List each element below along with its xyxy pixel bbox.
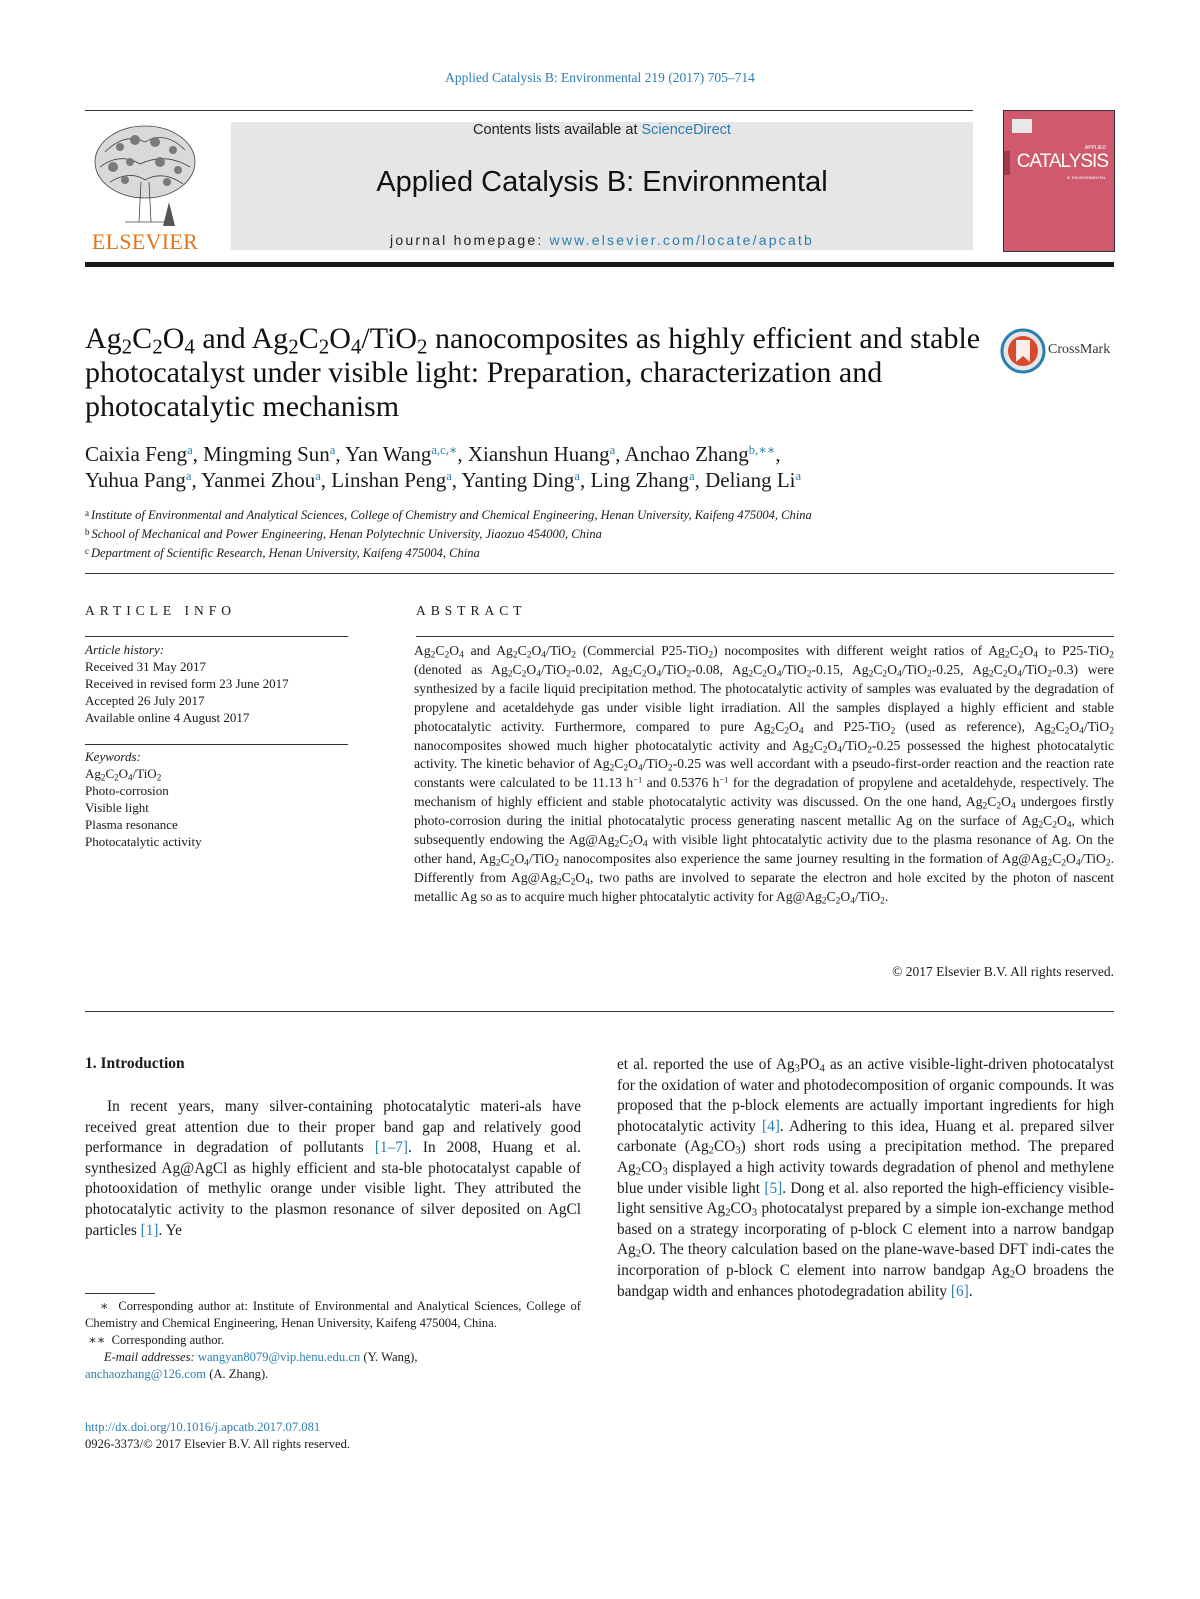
history-label: Article history: xyxy=(85,642,165,657)
article-info-heading: ARTICLE INFO xyxy=(85,603,237,618)
section-rule xyxy=(85,573,1114,574)
author[interactable]: Linshan Peng xyxy=(331,468,447,492)
affiliation: $^a$ Institute of Environmental and Analytical Sciences, College of Chemistry and Chemical Engineering, Henan University, Kaifeng 475004, China xyxy=(85,508,812,522)
affiliations xyxy=(85,505,1114,562)
footnotes xyxy=(85,1298,581,1383)
author[interactable]: Mingming Sun xyxy=(203,442,330,466)
citation-link[interactable]: [6] xyxy=(950,1282,969,1300)
crossmark-icon xyxy=(1000,328,1046,374)
author[interactable]: Yan Wang xyxy=(345,442,432,466)
author-affil-marker[interactable]: a xyxy=(795,469,802,484)
article-title: $Ag_2C_2O_4$ and $Ag_2C_2O_4/TiO_2$ nanocomposites as highly efficient and stable photocatalyst under visible light: Preparation, characterization and photocatalytic mechanism xyxy=(85,322,981,423)
paragraph: et al. reported the use of $Ag_3PO_4$ as an active visible-light-driven photocatalyst for the oxidation of water and photodecomposition of organic compounds. It was proposed that the p-block elements are actually important ingredients for high photocatalytic activity [4]. Adhering to this idea, Huang et al. prepared silver carbonate $(Ag_2CO_3)$ short rods using a precipitation method. The prepared $Ag_2CO_3$ displayed a high activity towards degradation of phenol and methylene blue under visible light [5]. Dong et al. also reported the high-efficiency visible-light sensitive $Ag_2CO_3$ photocatalyst prepared by a simple ion-exchange method based on a strategy incorporating of p-block C element into a narrow bandgap $Ag_2O$. The theory calculation based on the plane-wave-based DFT indi-cates the incorporation of p-block C element into narrow bandgap $Ag_2O$ broadens the bandgap width and enhances photodegradation ability [6]. xyxy=(617,1056,1115,1300)
cover-catalysis: CATALYSIS xyxy=(1016,151,1108,172)
author-affil-marker[interactable]: a xyxy=(574,469,580,484)
sciencedirect-link[interactable]: ScienceDirect xyxy=(641,122,731,138)
citation-link[interactable]: [1–7] xyxy=(374,1139,408,1157)
keywords xyxy=(85,748,348,850)
introduction-heading: 1. Introduction xyxy=(85,1055,185,1072)
author[interactable]: Deliang Li xyxy=(705,468,796,492)
author[interactable]: Yuhua Pang xyxy=(85,468,186,492)
author[interactable]: Caixia Feng xyxy=(85,442,188,466)
issn-copyright: 0926-3373/© 2017 Elsevier B.V. All rights reserved. xyxy=(85,1437,351,1451)
author[interactable]: Anchao Zhang xyxy=(624,442,749,466)
citation-link[interactable]: [4] xyxy=(761,1117,780,1135)
affiliation: $^c$ Department of Scientific Research, Henan University, Kaifeng 475004, China xyxy=(85,546,480,560)
footnote-emails: E-mail addresses: wangyan8079@vip.henu.edu.cn (Y. Wang), anchaozhang@126.com (A. Zhang). xyxy=(85,1350,418,1381)
header-thick-rule xyxy=(85,262,1114,267)
article-history xyxy=(85,641,348,726)
cover-subtitle: B: ENVIRONMENTAL xyxy=(1066,175,1106,180)
author-affil-marker[interactable]: a,c,∗ xyxy=(431,443,458,458)
author-list xyxy=(85,441,1114,493)
author-affil-marker[interactable]: a xyxy=(446,469,452,484)
footnote-rule xyxy=(85,1293,155,1294)
email-link[interactable]: anchaozhang@126.com xyxy=(85,1367,207,1381)
citation-link[interactable]: [1] xyxy=(140,1221,159,1239)
author-affil-marker[interactable]: a xyxy=(185,469,192,484)
doi-link[interactable]: http://dx.doi.org/10.1016/j.apcatb.2017.07.081 xyxy=(85,1420,321,1434)
elsevier-wordmark[interactable]: ELSEVIER xyxy=(91,229,199,254)
abstract-rule xyxy=(416,636,1114,637)
section-rule xyxy=(85,1011,1114,1012)
history-item: Available online 4 August 2017 xyxy=(85,710,250,725)
journal-homepage-line: journal homepage: www.elsevier.com/locate/apcatb xyxy=(390,232,814,248)
author-affil-marker[interactable]: a xyxy=(689,469,695,484)
cover-logo-icon xyxy=(1012,119,1032,133)
crossmark-badge[interactable] xyxy=(1000,328,1118,374)
abstract-copyright: © 2017 Elsevier B.V. All rights reserved. xyxy=(892,964,1114,979)
author[interactable]: Yanting Ding xyxy=(461,468,575,492)
history-item: Received 31 May 2017 xyxy=(85,659,206,674)
author-affil-marker[interactable]: a xyxy=(187,443,193,458)
article-info-rule xyxy=(85,636,348,637)
header-rule xyxy=(85,110,973,111)
author-affil-marker[interactable]: a xyxy=(315,469,321,484)
journal-citation[interactable]: Applied Catalysis B: Environmental 219 (2017) 705–714 xyxy=(445,70,755,85)
abstract-heading: ABSTRACT xyxy=(416,603,527,618)
keywords-rule xyxy=(85,744,348,745)
contents-lists-line: Contents lists available at ScienceDirect xyxy=(473,122,731,138)
author[interactable]: Ling Zhang xyxy=(590,468,689,492)
author-affil-marker[interactable]: b,∗∗ xyxy=(748,443,776,458)
author-affil-marker[interactable]: a xyxy=(609,443,616,458)
keyword: Photocatalytic activity xyxy=(85,834,202,849)
author[interactable]: Yanmei Zhou xyxy=(201,468,316,492)
authors-line-1: Caixia Feng$^a$, Mingming Sun$^a$, Yan Wang$^{a,c,∗}$, Xianshun Huang$^a$, Anchao Zhang$^{b,∗∗}$, xyxy=(85,442,781,466)
introduction-column-left xyxy=(85,1097,581,1241)
journal-name: Applied Catalysis B: Environmental xyxy=(376,166,828,198)
history-item: Received in revised form 23 June 2017 xyxy=(85,676,289,691)
author-affil-marker[interactable]: a xyxy=(329,443,336,458)
keywords-label: Keywords: xyxy=(85,749,141,764)
keyword: Photo-corrosion xyxy=(85,783,169,798)
keyword: Plasma resonance xyxy=(85,817,178,832)
authors-line-2: Yuhua Pang$^a$, Yanmei Zhou$^a$, Linshan Peng$^a$, Yanting Ding$^a$, Ling Zhang$^a$, Deliang Li$^a$ xyxy=(85,468,802,492)
crossmark-label: CrossMark xyxy=(1048,342,1111,357)
journal-cover-thumbnail[interactable] xyxy=(1003,110,1115,252)
keyword: $Ag_2C_2O_4/TiO_2$ xyxy=(85,766,162,783)
affiliation: $^b$ School of Mechanical and Power Engineering, Henan Polytechnic University, Jiaozuo 454000, China xyxy=(85,527,602,541)
citation-link[interactable]: [5] xyxy=(764,1179,783,1197)
paragraph: In recent years, many silver-containing photocatalytic materi-als have received great attention due to their proper band gap and relatively good performance in degradation of pollutants [1–7]. In 2008, Huang et al. synthesized Ag@AgCl as highly efficient and sta-ble photocatalyst capable of photooxidation of methylic orange under visible light. They attributed the photocatalytic activity to the plasmon resonance of silver deposited on AgCl particles [1]. Ye xyxy=(85,1098,581,1239)
keyword: Visible light xyxy=(85,800,149,815)
abstract-body: $Ag_2C_2O_4$ and $Ag_2C_2O_4/TiO_2$ (Commercial P25-TiO$_2$) nocomposites with different weight ratios of $Ag_2C_2O_4$ to P25-TiO$_2$ (denoted as $Ag_2C_2O_4/TiO_2-0.02$, $Ag_2C_2O_4/TiO_2-0.08$, $Ag_2C_2O_4/TiO_2-0.15$, $Ag_2C_2O_4/TiO_2-0.25$, $Ag_2C_2O_4/TiO_2-0.3$) were synthesized by a facile liquid precipitation method. The photocatalytic activity of samples was evaluated by the degradation of propylene and acetaldehyde gas under visible light irradiation. All the samples displayed a highly efficient and stable photocatalytic activity. Furthermore, compared to pure $Ag_2C_2O_4$ and P25-TiO$_2$ (used as reference), $Ag_2C_2O_4/TiO_2$ nanocomposites showed much higher photocatalytic activity and $Ag_2C_2O_4/TiO_2-0.25$ possessed the highest photocatalytic activity. The kinetic behavior of $Ag_2C_2O_4/TiO_2-0.25$ was well accordant with a pseudo-first-order reaction and the reaction rate constants were calculated to be 11.13 $h^{-1}$ and 0.5376 $h^{-1}$ for the degradation of propylene and acetaldehyde, respectively. The mechanism of highly efficient and stable photocatalytic activity was discussed. On the one hand, $Ag_2C_2O_4$ undergoes firstly photo-corrosion during the initial photocatalytic process generating nascent metallic Ag on the surface of $Ag_2C_2O_4$, which subsequently endowing the $Ag@Ag_2C_2O_4$ with visible light phtocatalytic activity due to the plasma resonance of Ag. On the other hand, $Ag_2C_2O_4/TiO_2$ nanocomposites also experience the same journey resulting in the formation of $Ag@Ag_2C_2O_4/TiO_2$. Differently from $Ag@Ag_2C_2O_4$, two paths are involved to separate the electron and hole excited by the photon of nascent metallic Ag so as to acquire much higher phtocatalytic activity for $Ag@Ag_2C_2O_4/TiO_2$. xyxy=(414,643,1115,907)
journal-homepage-link[interactable]: www.elsevier.com/locate/apcatb xyxy=(549,232,814,248)
footnote-corresponding-2: ∗∗ Corresponding author. xyxy=(85,1333,225,1347)
footnote-corresponding-1: ∗ Corresponding author at: Institute of Environmental and Analytical Sciences, College of Chemistry and Chemical Engineering, Henan University, Kaifeng 475004, China. xyxy=(85,1299,581,1330)
introduction-column-right xyxy=(617,1055,1114,1302)
cover-stripe xyxy=(1004,151,1010,175)
author[interactable]: Xianshun Huang xyxy=(467,442,610,466)
email-link[interactable]: wangyan8079@vip.henu.edu.cn xyxy=(197,1350,361,1364)
history-item: Accepted 26 July 2017 xyxy=(85,693,205,708)
doi-block xyxy=(85,1419,581,1453)
cover-applied: APPLIED xyxy=(1084,145,1106,151)
